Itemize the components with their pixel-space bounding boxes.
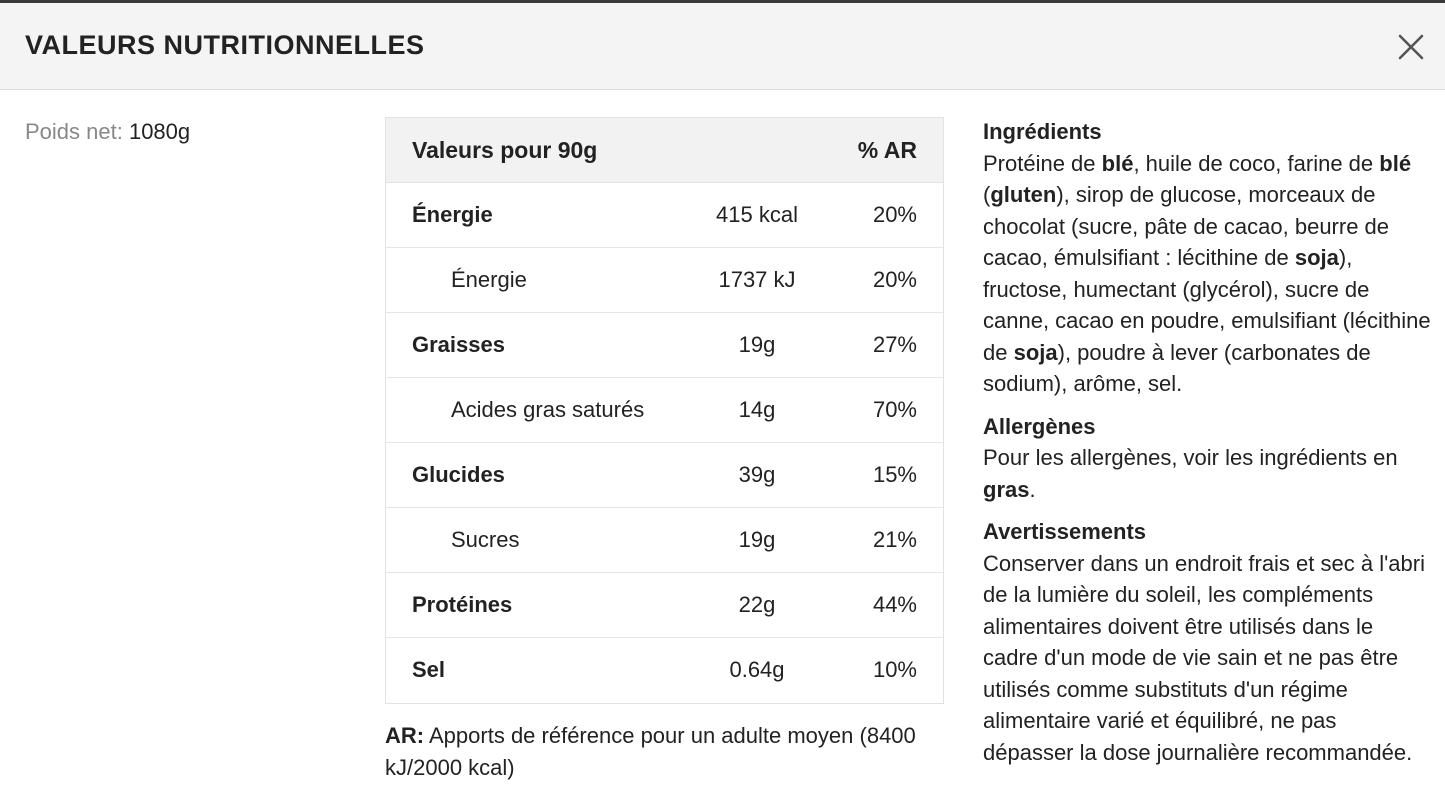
ingredients-part: Protéine de <box>983 150 1102 176</box>
row-name: Sel <box>412 657 446 682</box>
nutrition-table <box>385 117 944 704</box>
ingredients-title: Ingrédients <box>983 119 1102 144</box>
header-serving: Valeurs pour 90g <box>412 137 598 163</box>
table-row <box>386 638 943 703</box>
ingredients-text <box>983 148 1433 400</box>
allergen-highlight: gluten <box>990 182 1057 207</box>
row-amount: 19g <box>738 527 776 552</box>
row-pct: 20% <box>872 202 917 227</box>
allergens-part: . <box>1029 476 1036 502</box>
product-info <box>983 116 1433 779</box>
allergens-bold: gras <box>983 476 1030 502</box>
net-weight <box>25 119 190 145</box>
close-icon <box>1393 29 1429 65</box>
net-weight-label: Poids net: <box>25 119 129 144</box>
allergens-text <box>983 442 1433 505</box>
row-amount: 415 kcal <box>716 202 798 227</box>
allergen-highlight: blé <box>1379 150 1412 176</box>
ingredients-part: ), poudre à lever (carbonates de sodium), arôme, sel. <box>983 339 1371 396</box>
modal-header <box>0 3 1445 90</box>
ar-text: Apports de référence pour un adulte moyen (8400 kJ/2000 kcal) <box>385 723 916 780</box>
row-pct: 21% <box>872 527 917 552</box>
table-row <box>386 573 943 638</box>
allergens-title: Allergènes <box>983 413 1096 439</box>
row-name: Acides gras saturés <box>451 397 645 422</box>
row-name: Sucres <box>451 527 520 552</box>
ar-footnote <box>385 720 925 784</box>
row-pct: 27% <box>872 332 917 357</box>
row-name: Protéines <box>412 592 513 617</box>
row-pct: 15% <box>872 462 917 487</box>
table-row <box>386 378 943 443</box>
net-weight-value: 1080g <box>128 119 191 144</box>
row-pct: 20% <box>872 267 917 292</box>
header-ar: % AR <box>857 137 917 163</box>
row-pct: 44% <box>872 592 917 617</box>
allergen-highlight: soja <box>1294 245 1339 270</box>
row-amount: 39g <box>738 462 776 487</box>
ingredients-section <box>983 116 1433 400</box>
ingredients-part: , huile de coco, farine de <box>1133 150 1380 176</box>
allergens-part: Pour les allergènes, voir les ingrédients en <box>983 445 1398 470</box>
table-row <box>386 248 943 313</box>
table-row <box>386 183 943 248</box>
ar-label: AR: <box>385 723 425 748</box>
row-name: Glucides <box>412 462 505 487</box>
table-row <box>386 313 943 378</box>
row-amount: 0.64g <box>729 657 785 682</box>
nutrition-table-header <box>386 118 943 183</box>
warnings-text: Conserver dans un endroit frais et sec à l'abri de la lumière du soleil, les compléments alimentaires doivent être utilisés dans le cadre d'un mode de vie sain et ne pas être utilisés comme substituts d'un régime alimentaire varié et équilibré, ne pas dépasser la dose journalière recommandée. <box>983 550 1425 765</box>
modal-title: VALEURS NUTRITIONNELLES <box>25 30 425 60</box>
table-row <box>386 508 943 573</box>
allergen-highlight: blé <box>1101 150 1134 176</box>
ingredients-part: ( <box>983 182 991 207</box>
row-amount: 14g <box>738 397 776 422</box>
row-name: Énergie <box>412 202 493 227</box>
row-name: Graisses <box>412 332 505 357</box>
allergens-section <box>983 411 1433 506</box>
row-amount: 1737 kJ <box>718 267 796 292</box>
table-row <box>386 443 943 508</box>
warnings-section <box>983 516 1433 768</box>
ingredients-part: ), fructose, humectant (glycérol), sucre de canne, cacao en poudre, emulsifiant (lécithine de <box>983 245 1431 365</box>
row-pct: 10% <box>872 657 917 682</box>
warnings-title: Avertissements <box>983 519 1147 544</box>
row-amount: 19g <box>738 332 776 357</box>
allergen-highlight: soja <box>1013 339 1058 365</box>
close-button[interactable] <box>1393 29 1429 65</box>
ingredients-part: ), sirop de glucose, morceaux de chocolat (sucre, pâte de cacao, beurre de cacao, émulsifiant : lécithine de <box>983 182 1390 270</box>
row-name: Énergie <box>451 267 527 292</box>
row-amount: 22g <box>738 592 776 617</box>
row-pct: 70% <box>872 397 917 422</box>
